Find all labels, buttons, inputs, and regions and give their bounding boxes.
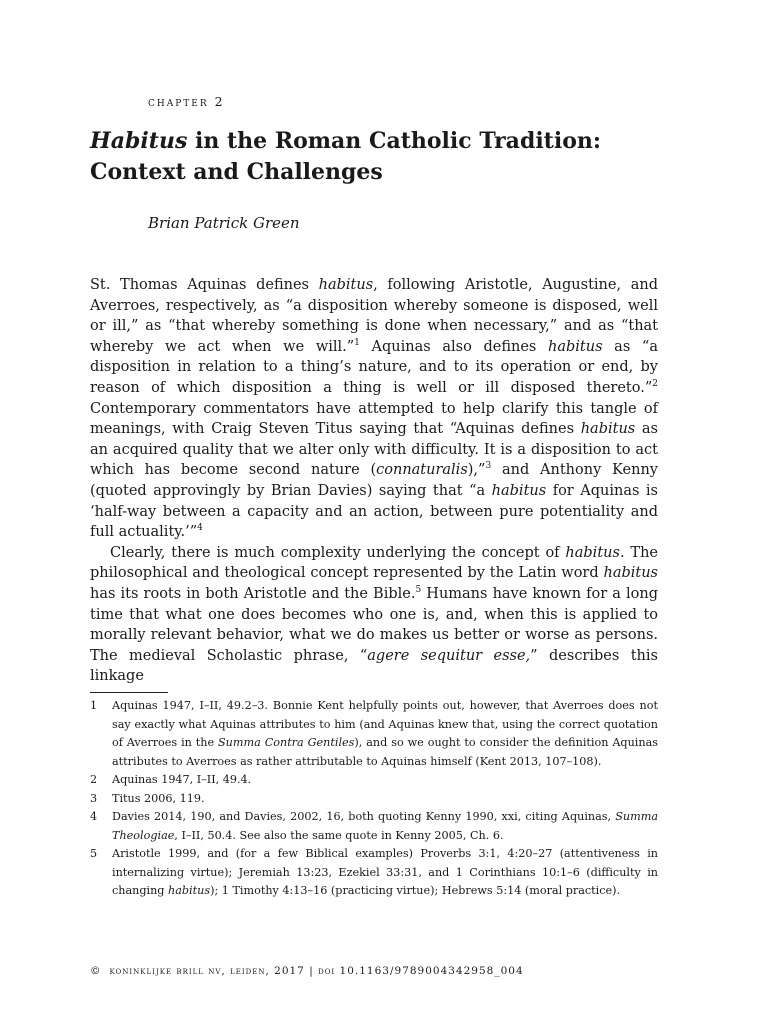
italic-term: Summa Contra Gentiles bbox=[218, 736, 355, 749]
text-run: . The philosophical and theological concept represented by the Latin word bbox=[90, 544, 659, 582]
title-italic-term: Habitus bbox=[90, 128, 188, 154]
footnote-5 bbox=[90, 845, 658, 901]
italic-term: connaturalis bbox=[376, 462, 468, 479]
author-name: Brian Patrick Green bbox=[148, 214, 300, 232]
text-run: as “a disposition in relation to a thing’s nature, and to its operation or end, by reason of which disposition a thing is well or ill disposed thereto.” bbox=[90, 338, 658, 396]
title-rest: in the Roman Catholic Tradition: Context and Challenges bbox=[90, 128, 601, 185]
text-run: St. Thomas Aquinas defines bbox=[90, 277, 319, 293]
footnote-number: 2 bbox=[90, 773, 98, 786]
footnote-number: 5 bbox=[90, 847, 98, 860]
footnote-number: 1 bbox=[90, 699, 98, 712]
text-run: Humans have known for a long time that what one does becomes who one is, and, when this is applied to morally relevant behavior, what we do makes us better or worse as persons. The medieval Scholastic phrase, “ bbox=[90, 585, 658, 664]
text-run: for Aquinas is ‘half-way between a capacity and an action, between pure potentiality and full actuality.’” bbox=[90, 482, 658, 541]
text-run: Contemporary commentators have attempted to help clarify this tangle of meanings, with Craig Steven Titus saying that “Aquinas defines bbox=[90, 400, 658, 438]
footnote-3 bbox=[90, 790, 658, 809]
footnote-ref[interactable]: 1 bbox=[354, 337, 360, 348]
copyright-text: koninklijke brill nv, leiden, 2017 | doi 10.1163/9789004342958_004 bbox=[109, 965, 524, 977]
paragraph-2 bbox=[90, 543, 658, 687]
footnote-1 bbox=[90, 697, 658, 771]
footnote-ref[interactable]: 5 bbox=[415, 585, 422, 596]
text-run: ); 1 Timothy 4:13–16 (practicing virtue); Hebrews 5:14 (moral practice). bbox=[210, 884, 621, 897]
footnote-number: 3 bbox=[90, 791, 98, 805]
text-run: has its roots in both Aristotle and the Bible. bbox=[90, 585, 416, 602]
footnote-ref[interactable]: 2 bbox=[652, 379, 658, 390]
footnote-text: Titus 2006, 119. bbox=[112, 791, 205, 805]
text-run: Aquinas also defines bbox=[359, 338, 549, 355]
text-run: Clearly, there is much complexity underlying the concept of bbox=[110, 544, 566, 561]
italic-term: agere sequitur esse, bbox=[367, 647, 531, 664]
italic-term: Summa Theologiae bbox=[112, 810, 658, 842]
footnote-divider bbox=[90, 692, 168, 693]
chapter-title bbox=[90, 126, 690, 188]
text-run: Aristotle 1999, and (for a few Biblical examples) Proverbs 3:1, 4:20–27 (attentiveness in internalizing virtue); Jeremiah 13:23, Ezekiel 33:31, and 1 Corinthians 10:1–6 (difficulty in changing bbox=[112, 847, 658, 897]
footnote-ref[interactable]: 4 bbox=[197, 523, 203, 534]
copyright-line bbox=[90, 965, 690, 977]
copyright-icon: © bbox=[90, 965, 102, 977]
text-run: , following Aristotle, Augustine, and Averroes, respectively, as “a disposition whereby someone is disposed, well or ill,” as “that whereby something is done when necessary,” and as “that whereby we act when we will.” bbox=[90, 277, 658, 355]
text-run: ),” bbox=[467, 462, 486, 479]
footnote-4 bbox=[90, 808, 658, 845]
footnote-text bbox=[112, 845, 658, 901]
italic-term: habitus bbox=[491, 482, 547, 499]
text-run: ), and so we ought to consider the definition Aquinas attributes to Averroes as rather attributable to Aquinas himself (Kent 2013, 107–108). bbox=[112, 736, 658, 768]
paragraph-1 bbox=[90, 275, 658, 543]
footnotes bbox=[90, 697, 658, 901]
italic-term: habitus bbox=[318, 277, 374, 293]
italic-term: habitus bbox=[168, 884, 211, 897]
text-run: Davies 2014, 190, and Davies, 2002, 16, both quoting Kenny 1990, xxi, citing Aquinas, bbox=[112, 810, 616, 823]
italic-term: habitus bbox=[580, 421, 636, 438]
footnote-2 bbox=[90, 771, 658, 790]
text-run: and Anthony Kenny (quoted approvingly by Brian Davies) saying that “a bbox=[90, 462, 658, 499]
footnote-number: 4 bbox=[90, 810, 98, 823]
italic-term: habitus bbox=[603, 565, 658, 582]
italic-term: habitus bbox=[565, 544, 620, 561]
body-text bbox=[90, 275, 658, 687]
text-run: ” describes this linkage bbox=[90, 647, 658, 685]
footnote-ref[interactable]: 3 bbox=[485, 461, 492, 472]
text-run: as an acquired quality that we alter only with difficulty. It is a disposition to act which has become second nature ( bbox=[90, 421, 659, 479]
italic-term: habitus bbox=[548, 338, 603, 355]
text-run: , I–II, 50.4. See also the same quote in Kenny 2005, Ch. 6. bbox=[174, 828, 504, 842]
footnote-text bbox=[112, 808, 658, 845]
text-run: Aquinas 1947, I–II, 49.2–3. Bonnie Kent helpfully points out, however, that Averroes does not say exactly what Aquinas attributes to him (and Aquinas knew that, using the correct quotation of Averroes in the bbox=[112, 699, 658, 749]
footnote-text: Aquinas 1947, I–II, 49.4. bbox=[112, 773, 252, 786]
footnote-text bbox=[112, 697, 658, 771]
chapter-label: chapter 2 bbox=[148, 94, 225, 109]
